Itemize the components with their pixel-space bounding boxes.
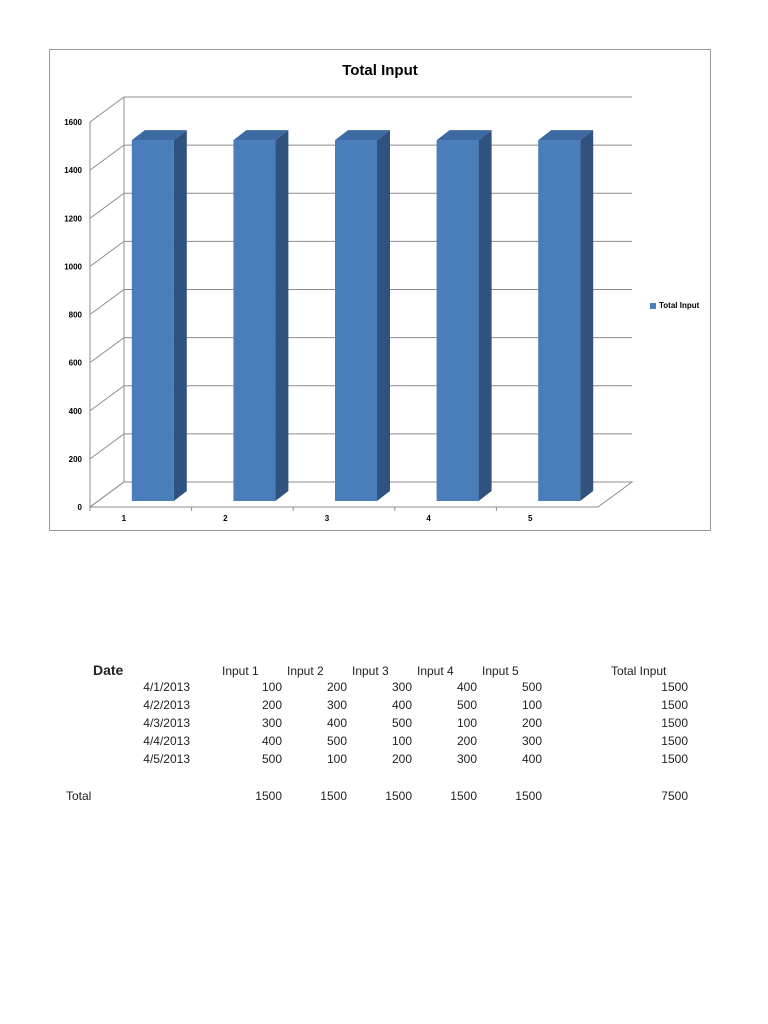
side-wall-gridline <box>90 145 124 170</box>
bar-side <box>580 130 593 501</box>
cell-input-3: 500 <box>391 716 412 730</box>
total-input-3: 1500 <box>385 789 412 803</box>
header-date: Date <box>93 662 124 678</box>
table-header-row <box>58 660 718 678</box>
bar-front <box>335 140 377 501</box>
x-tick-label: 2 <box>223 514 228 523</box>
cell-input-4: 200 <box>456 734 477 748</box>
cell-input-3: 400 <box>391 698 412 712</box>
y-tick-label: 1200 <box>64 214 82 224</box>
cell-input-1: 500 <box>261 752 282 766</box>
y-tick-label: 600 <box>68 358 82 368</box>
chart-area <box>49 49 711 531</box>
y-tick-label: 1600 <box>64 118 82 127</box>
cell-input-4: 400 <box>456 680 477 694</box>
cell-input-5: 200 <box>521 716 542 730</box>
cell-input-1: 200 <box>261 698 282 712</box>
cell-input-5: 300 <box>521 734 542 748</box>
cell-total-input: 1500 <box>661 752 688 766</box>
cell-date: 4/2/2013 <box>143 698 190 712</box>
side-wall-gridline <box>90 97 124 122</box>
cell-total-input: 1500 <box>661 716 688 730</box>
legend-label: Total Input <box>659 301 700 310</box>
cell-input-5: 400 <box>521 752 542 766</box>
cell-total-input: 1500 <box>661 734 688 748</box>
total-total-input: 7500 <box>661 789 688 803</box>
cell-input-2: 500 <box>326 734 347 748</box>
y-tick-label: 200 <box>68 454 82 464</box>
total-input-2: 1500 <box>320 789 347 803</box>
bar-front <box>132 140 174 501</box>
header-input-5: Input 5 <box>482 664 519 678</box>
y-tick-label: 1000 <box>64 262 82 272</box>
cell-input-3: 200 <box>391 752 412 766</box>
total-input-5: 1500 <box>515 789 542 803</box>
chart-legend <box>650 301 699 310</box>
cell-input-1: 300 <box>261 716 282 730</box>
cell-total-input: 1500 <box>661 698 688 712</box>
cell-input-4: 300 <box>456 752 477 766</box>
total-input-4: 1500 <box>450 789 477 803</box>
cell-input-4: 500 <box>456 698 477 712</box>
y-tick-label: 1400 <box>64 166 82 176</box>
cell-date: 4/5/2013 <box>143 752 190 766</box>
cell-input-2: 300 <box>326 698 347 712</box>
chart-title: Total Input <box>342 62 418 79</box>
bar-front <box>538 140 580 501</box>
cell-input-5: 100 <box>521 698 542 712</box>
data-table <box>58 660 718 805</box>
y-tick-label: 400 <box>68 406 82 416</box>
y-tick-label: 0 <box>77 503 82 512</box>
header-total-input: Total Input <box>611 664 667 678</box>
side-wall-gridline <box>90 193 124 218</box>
cell-input-3: 100 <box>391 734 412 748</box>
cell-total-input: 1500 <box>661 680 688 694</box>
y-tick-label: 800 <box>68 310 82 320</box>
table-row <box>58 678 718 696</box>
side-wall-gridline <box>90 290 124 315</box>
table-spacer <box>58 768 718 787</box>
bar-front <box>437 140 479 501</box>
table-row <box>58 714 718 732</box>
cell-input-3: 300 <box>391 680 412 694</box>
table-total-row <box>58 787 718 805</box>
side-wall-gridline <box>90 434 124 459</box>
side-wall-gridline <box>90 338 124 363</box>
x-tick-label: 5 <box>527 514 533 523</box>
cell-input-1: 400 <box>261 734 282 748</box>
header-input-2: Input 2 <box>287 664 324 678</box>
header-input-1: Input 1 <box>222 664 259 678</box>
cell-input-1: 100 <box>261 680 282 694</box>
total-input-1: 1500 <box>255 789 282 803</box>
side-wall-gridline <box>90 241 124 266</box>
cell-input-2: 100 <box>326 752 347 766</box>
table-row <box>58 732 718 750</box>
x-tick-label: 1 <box>121 514 127 523</box>
legend-swatch <box>650 303 656 309</box>
chart-plot <box>50 50 712 532</box>
bar-side <box>479 130 492 501</box>
cell-date: 4/3/2013 <box>143 716 190 730</box>
table-row <box>58 750 718 768</box>
cell-input-2: 400 <box>326 716 347 730</box>
table-row <box>58 696 718 714</box>
bar-side <box>174 130 187 501</box>
cell-date: 4/1/2013 <box>143 680 190 694</box>
x-tick-label: 4 <box>426 514 431 523</box>
bar-side <box>377 130 390 501</box>
bar-front <box>233 140 275 501</box>
cell-input-5: 500 <box>521 680 542 694</box>
header-input-4: Input 4 <box>417 664 454 678</box>
x-tick-label: 3 <box>324 514 330 523</box>
cell-date: 4/4/2013 <box>143 734 190 748</box>
total-label: Total <box>66 789 92 803</box>
cell-input-4: 100 <box>456 716 477 730</box>
side-wall-gridline <box>90 386 124 411</box>
header-input-3: Input 3 <box>352 664 389 678</box>
cell-input-2: 200 <box>326 680 347 694</box>
bar-side <box>275 130 288 501</box>
